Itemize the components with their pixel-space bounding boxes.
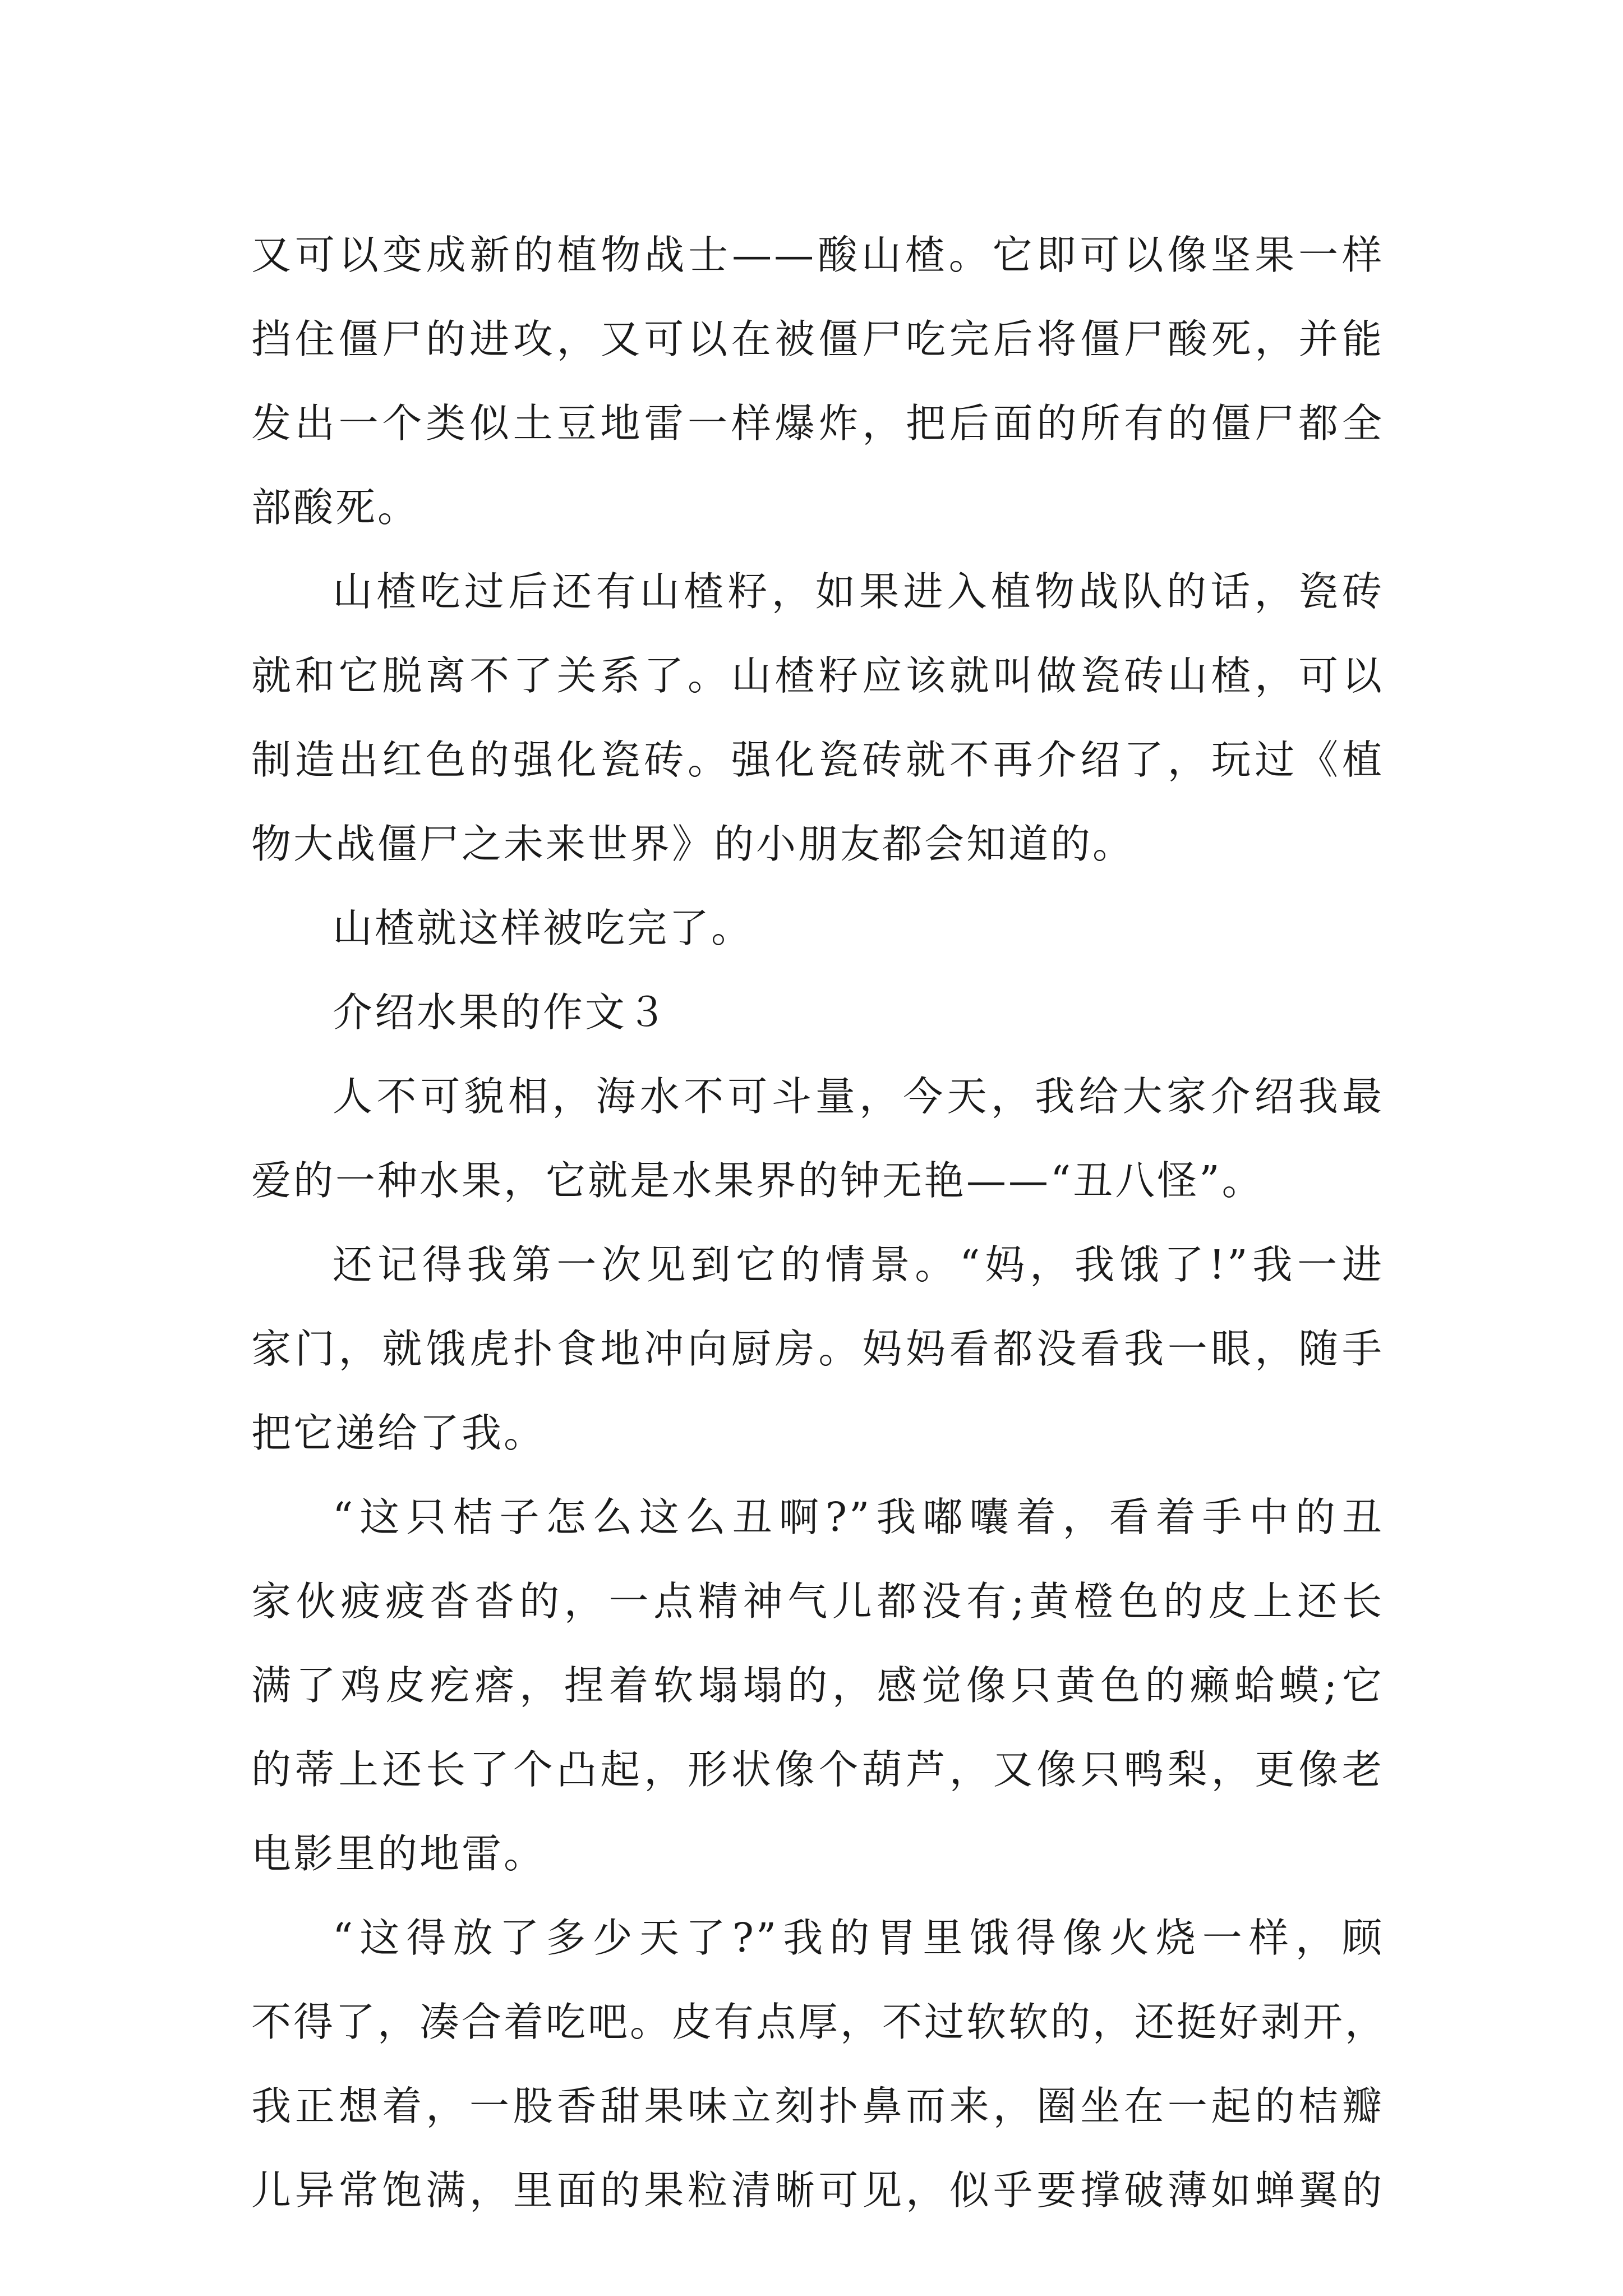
text-line: 部酸死。 xyxy=(251,484,420,531)
text-line: 电影里的地雷。 xyxy=(251,1830,546,1877)
text-line: 的蒂上还长了个凸起，形状像个葫芦，又像只鸭梨，更像老 xyxy=(251,1746,1384,1793)
text-line: 爱的一种水果，它就是水果界的钟无艳——“丑八怪”。 xyxy=(251,1157,1264,1204)
text-line: 家伙疲疲沓沓的，一点精神气儿都没有;黄橙色的皮上还长 xyxy=(251,1578,1384,1625)
text-line: 我正想着，一股香甜果味立刻扑鼻而来，圈坐在一起的桔瓣 xyxy=(251,2083,1384,2129)
text-line: 儿异常饱满，里面的果粒清晰可见，似乎要撑破薄如蝉翼的 xyxy=(251,2167,1384,2214)
text-line: 把它递给了我。 xyxy=(251,1410,546,1456)
text-line: 家门，就饿虎扑食地冲向厨房。妈妈看都没看我一眼，随手 xyxy=(251,1326,1384,1372)
text-line: 不得了，凑合着吃吧。皮有点厚，不过软软的，还挺好剥开， xyxy=(251,1999,1387,2045)
text-line: 挡住僵尸的进攻，又可以在被僵尸吃完后将僵尸酸死，并能 xyxy=(251,316,1384,362)
text-line: 发出一个类似土豆地雷一样爆炸，把后面的所有的僵尸都全 xyxy=(251,400,1384,447)
paragraph-first-line: 山楂吃过后还有山楂籽，如果进入植物战队的话，瓷砖 xyxy=(333,568,1384,615)
text-line: 制造出红色的强化瓷砖。强化瓷砖就不再介绍了，玩过《植 xyxy=(251,737,1384,783)
text-line: 又可以变成新的植物战士——酸山楂。它即可以像坚果一样 xyxy=(251,232,1384,278)
paragraph-first-line: 人不可貌相，海水不可斗量，今天，我给大家介绍我最 xyxy=(333,1073,1384,1120)
paragraph-first-line: 山楂就这样被吃完了。 xyxy=(333,905,754,951)
text-line: 物大战僵尸之未来世界》的小朋友都会知道的。 xyxy=(251,821,1135,867)
paragraph-first-line: “这只桔子怎么这么丑啊?”我嘟囔着，看着手中的丑 xyxy=(333,1494,1384,1540)
paragraph-first-line: 还记得我第一次见到它的情景。“妈，我饿了!”我一进 xyxy=(333,1241,1384,1288)
text-line: 就和它脱离不了关系了。山楂籽应该就叫做瓷砖山楂，可以 xyxy=(251,652,1384,699)
section-heading: 介绍水果的作文３ xyxy=(333,989,670,1036)
paragraph-first-line: “这得放了多少天了?”我的胃里饿得像火烧一样，顾 xyxy=(333,1915,1384,1961)
text-line: 满了鸡皮疙瘩，捏着软塌塌的，感觉像只黄色的癞蛤蟆;它 xyxy=(251,1662,1384,1709)
